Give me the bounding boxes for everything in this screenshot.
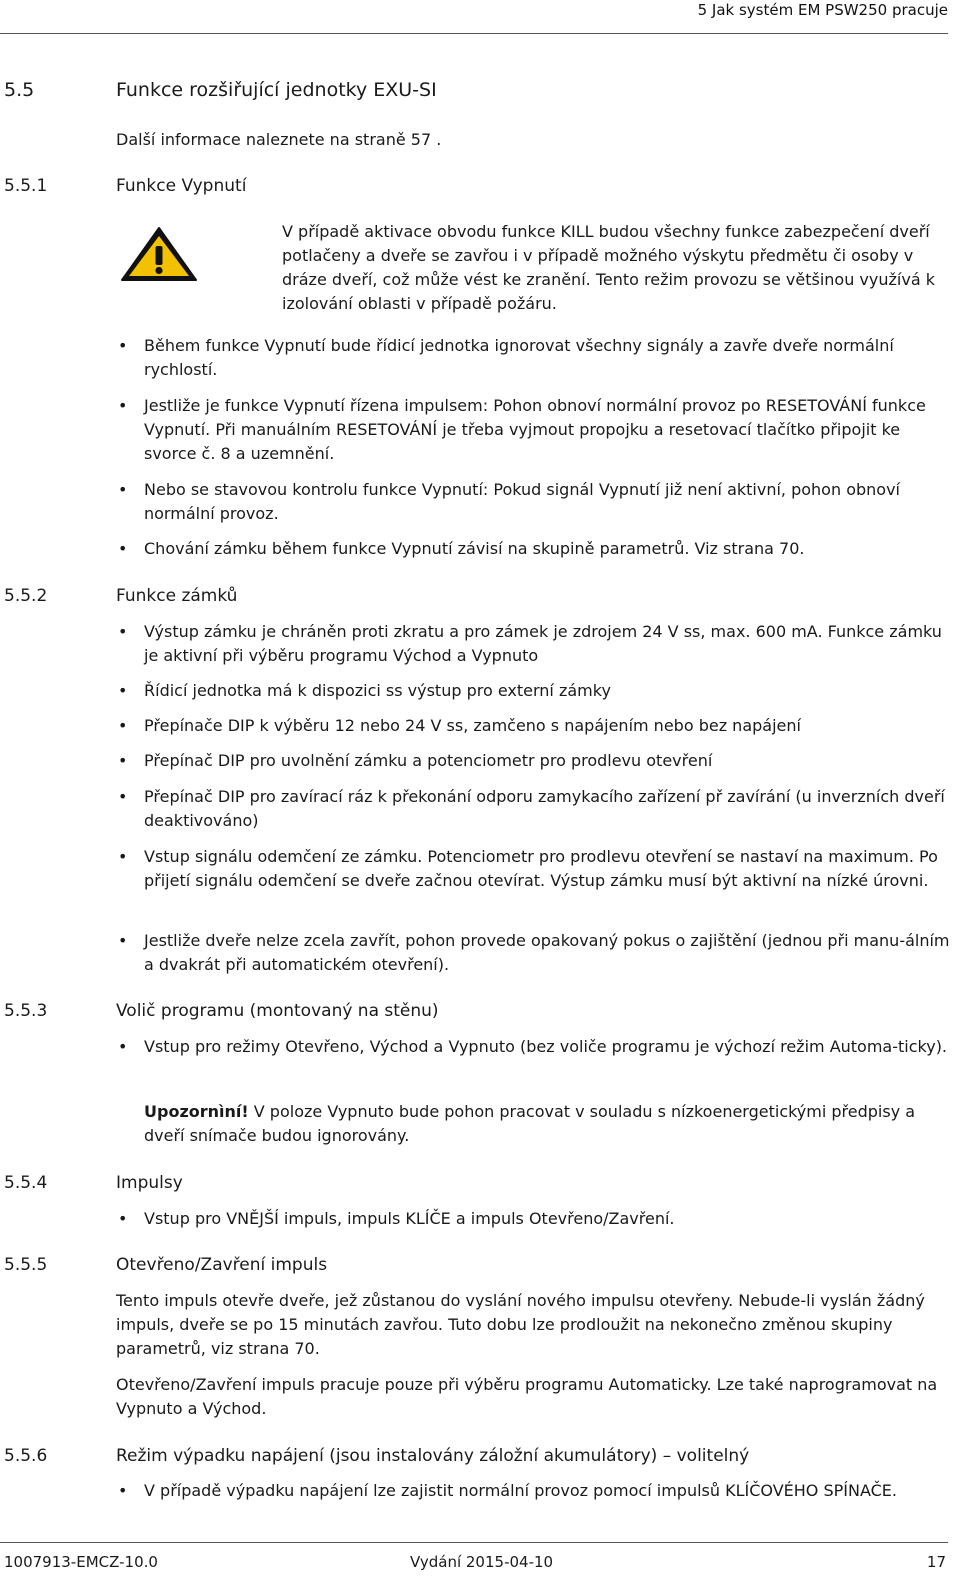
document-id: 1007913-EMCZ-10.0 bbox=[4, 1553, 158, 1571]
subsection-title: Volič programu (montovaný na stěnu) bbox=[116, 1001, 439, 1021]
caution-text: V poloze Vypnuto bude pohon pracovat v souladu s nízkoenergetickými předpisy a dveří snímače budou ignorovány. bbox=[144, 1102, 916, 1145]
issue-date: Vydání 2015-04-10 bbox=[410, 1553, 554, 1571]
subsection-title: Impulsy bbox=[116, 1173, 183, 1193]
page-number: 17 bbox=[926, 1553, 946, 1571]
section-title: Funkce rozšiřující jednotky EXU-SI bbox=[116, 79, 437, 101]
header-rule bbox=[0, 33, 948, 34]
section-number: 5.5 bbox=[4, 79, 35, 101]
subsection-title: Funkce Vypnutí bbox=[116, 176, 247, 196]
subsection-title: Funkce zámků bbox=[116, 586, 238, 606]
subsection-title: Otevřeno/Zavření impuls bbox=[116, 1255, 328, 1275]
caution-note bbox=[144, 1100, 950, 1148]
list-item: • Vstup pro režimy Otevřeno, Východ a Vypnuto (bez voliče programu je výchozí režim Automa-ticky). bbox=[116, 1035, 950, 1059]
list-item: • Během funkce Vypnutí bude řídicí jednotka ignorovat všechny signály a zavře dveře normální rychlostí. bbox=[116, 334, 950, 382]
list-item: • Nebo se stavovou kontrolu funkce Vypnutí: Pokud signál Vypnutí již není aktivní, pohon obnoví normální provoz. bbox=[116, 478, 950, 526]
subsection-title: Režim výpadku napájení (jsou instalovány záložní akumulátory) – volitelný bbox=[116, 1446, 750, 1466]
list-item: • Přepínač DIP pro uvolnění zámku a potenciometr pro prodlevu otevření bbox=[116, 749, 950, 773]
running-header: 5 Jak systém EM PSW250 pracuje bbox=[697, 1, 948, 19]
warning-text: V případě aktivace obvodu funkce KILL budou všechny funkce zabezpečení dveří potlačeny a dveře se zavřou i v případě možného výskytu předmětu či osoby v dráze dveří, což může vést ke zranění. Tento režim provozu se většinou využívá k izolování oblasti v případě požáru. bbox=[282, 222, 935, 313]
subsection-number: 5.5.2 bbox=[4, 586, 48, 606]
list-item: • Přepínač DIP pro zavírací ráz k překonání odporu zamykacího zařízení př zavírání (u inverzních dveří deaktivováno) bbox=[116, 785, 950, 833]
list-item: • Vstup pro VNĚJŠÍ impuls, impuls KLÍČE a impuls Otevřeno/Zavření. bbox=[116, 1207, 950, 1231]
warning-icon bbox=[120, 226, 198, 282]
list-item: • Chování zámku během funkce Vypnutí závisí na skupině parametrů. Viz strana 70. bbox=[116, 537, 950, 561]
list-item: • Řídicí jednotka má k dispozici ss výstup pro externí zámky bbox=[116, 679, 950, 703]
paragraph: Otevřeno/Zavření impuls pracuje pouze při výběru programu Automaticky. Lze také naprogramovat na Vypnuto a Východ. bbox=[116, 1375, 938, 1418]
subsection-number: 5.5.4 bbox=[4, 1173, 48, 1193]
caution-label: Upozornìní! bbox=[144, 1102, 249, 1121]
list-item: • Výstup zámku je chráněn proti zkratu a pro zámek je zdrojem 24 V ss, max. 600 mA. Funkce zámku je aktivní při výběru programu Východ a Vypnuto bbox=[116, 620, 950, 668]
subsection-number: 5.5.6 bbox=[4, 1446, 48, 1466]
list-item: • V případě výpadku napájení lze zajistit normální provoz pomocí impulsů KLÍČOVÉHO SPÍNAČE. bbox=[116, 1479, 950, 1503]
subsection-number: 5.5.3 bbox=[4, 1001, 48, 1021]
list-item: • Přepínače DIP k výběru 12 nebo 24 V ss, zamčeno s napájením nebo bez napájení bbox=[116, 714, 950, 738]
list-item: • Jestliže je funkce Vypnutí řízena impulsem: Pohon obnoví normální provoz po RESETOVÁNÍ funkce Vypnutí. Při manuálním RESETOVÁNÍ je třeba vyjmout propojku a resetovací tlačítko připojit ke svorce č. 8 a uzemnění. bbox=[116, 394, 950, 466]
footer-rule bbox=[0, 1542, 948, 1543]
subsection-number: 5.5.5 bbox=[4, 1255, 48, 1275]
list-item: • Jestliže dveře nelze zcela zavřít, pohon provede opakovaný pokus o zajištění (jednou při manu-álním a dvakrát při automatickém otevření). bbox=[116, 929, 950, 977]
subsection-number: 5.5.1 bbox=[4, 176, 48, 196]
list-item: • Vstup signálu odemčení ze zámku. Potenciometr pro prodlevu otevření se nastaví na maximum. Po přijetí signálu odemčení se dveře začnou otevírat. Výstup zámku musí být aktivní na nízké úrovni. bbox=[116, 845, 950, 893]
section-note: Další informace naleznete na straně 57 . bbox=[116, 130, 442, 149]
paragraph: Tento impuls otevře dveře, jež zůstanou do vyslání nového impulsu otevřeny. Nebude-li vyslán žádný impuls, dveře se po 15 minutách zavřou. Tuto dobu lze prodloužit na nekonečno změnou skupiny parametrů, viz strana 70. bbox=[116, 1291, 925, 1358]
